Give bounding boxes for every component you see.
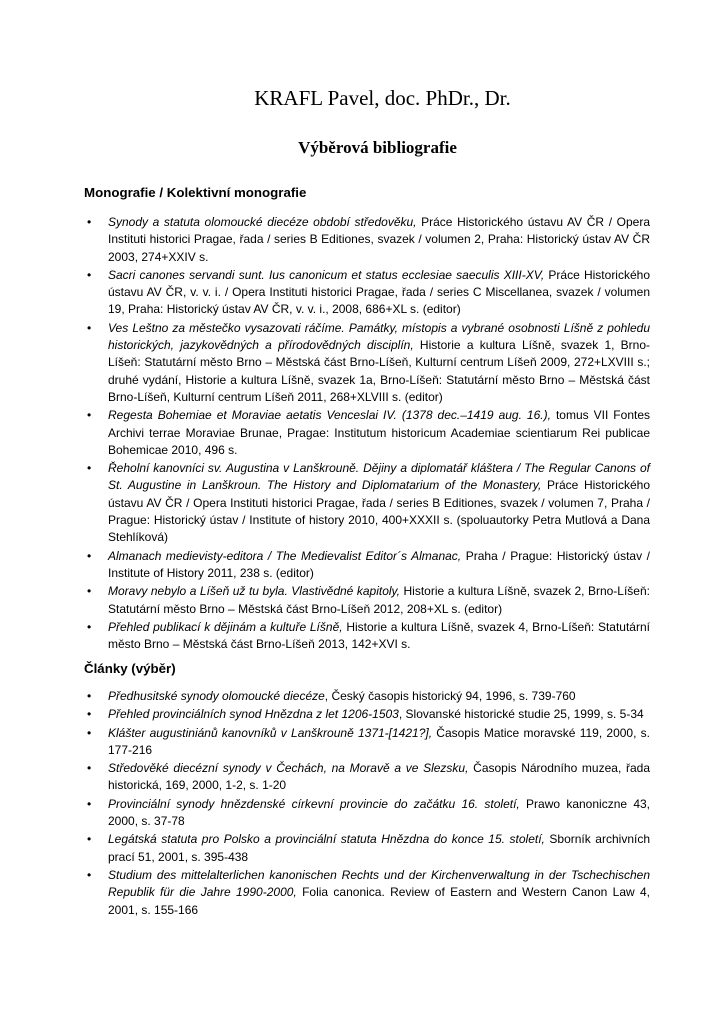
item-details: Práce Historického ústavu AV ČR, v. v. i. / Opera Instituti historici Pragae, řada / series C Miscellanea, svazek / volumen 19, Praha: Historický ústav AV ČR, v. v. i., 2008, 686+XL s. (editor) xyxy=(108,267,650,317)
item-details: Historie a kultura Líšně, svazek 2, Brno-Líšeň: Statutární město Brno – Městská část Brno-Líšeň 2012, 208+XL s. (editor) xyxy=(108,584,650,616)
list-item xyxy=(84,760,650,795)
bullet-icon: • xyxy=(87,707,92,722)
bullet-icon: • xyxy=(87,725,92,740)
section-heading-monographs: Monografie / Kolektivní monografie xyxy=(84,185,307,200)
item-details: tomus VII Fontes Archivi terrae Moraviae Brunae, Pragae: Institutum historicum Academiae scientiarum Rei publicae Bohemicae 2010, 496 s. xyxy=(108,408,650,457)
item-title: Klášter augustiniánů kanovníků v Lanškrouně 1371-[1421?], xyxy=(108,725,433,740)
section-heading-articles: Články (výběr) xyxy=(84,661,176,676)
item-title: Přehled publikací k dějinám a kultuře Líšně, xyxy=(108,619,343,634)
item-title: Ves Leštno za městečko vysazovati ráčíme. Památky, místopis a vybrané osobnosti Líšně z pohledu historických, jazykovědných a přírodovědných disciplín, xyxy=(108,320,650,353)
bullet-icon: • xyxy=(87,320,92,335)
item-title: Synody a statuta olomoucké diecéze období středověku, xyxy=(108,215,417,229)
item-title: Studium des mittelalterlichen kanonischen Rechts und der Kirchenverwaltung in der Tschechischen Republik für die Jahre 1990-2000, xyxy=(108,867,650,900)
bullet-icon: • xyxy=(87,548,92,563)
bullet-icon: • xyxy=(87,619,92,634)
item-details: Prawo kanoniczne 43, 2000, s. 37-78 xyxy=(108,796,651,829)
item-details: , Český časopis historický 94, 1996, s. 739-760 xyxy=(324,689,576,703)
item-title: Sacri canones servandi sunt. Ius canonicum et status ecclesiae saeculis XIII-XV, xyxy=(108,267,545,282)
item-details: Práce Historického ústavu AV ČR / Opera Instituti historici Pragae, řada / series B Editiones, svazek / volumen 2, Praha: Historický ústav AV ČR 2003, 274+XXIV s. xyxy=(108,215,650,264)
list-item xyxy=(84,867,650,919)
list-item xyxy=(84,796,650,831)
item-title: Provinciální synody hnězdenské církevní provincie do začátku 16. století, xyxy=(108,796,520,811)
bullet-icon: • xyxy=(87,867,92,882)
page-subtitle: Výběrová bibliografie xyxy=(298,138,457,157)
item-title: Řeholní kanovníci sv. Augustina v Lanškrouně. Dějiny a diplomatář kláštera / The Regular Canons of St. Augustine in Lanškroun. The History and Diplomatarium of the Monastery, xyxy=(108,461,650,493)
list-item xyxy=(84,214,650,266)
list-item xyxy=(84,548,650,583)
item-title: Moravy nebylo a Líšeň už tu byla. Vlastivědné kapitoly, xyxy=(108,584,400,599)
bullet-icon: • xyxy=(87,461,92,476)
bullet-icon: • xyxy=(87,584,92,599)
item-title: Regesta Bohemiae et Moraviae aetatis Venceslai IV. (1378 dec.–1419 aug. 16.), xyxy=(108,408,551,423)
articles-list xyxy=(84,688,650,920)
bullet-icon: • xyxy=(87,689,92,703)
list-item xyxy=(84,725,650,760)
list-item xyxy=(84,320,650,406)
monographs-list xyxy=(84,214,650,654)
item-title: Předhusitské synody olomoucké diecéze xyxy=(108,689,325,703)
item-title: Středověké diecézní synody v Čechách, na Moravě a ve Slezsku, xyxy=(108,761,469,776)
bullet-icon: • xyxy=(87,832,92,847)
list-item xyxy=(84,619,650,654)
list-item xyxy=(84,688,650,705)
item-details: Historie a kultura Líšně, svazek 1, Brno-Líšeň: Statutární město Brno – Městská část Brno-Líšeň, Kulturní centrum Líšeň 2009, 272+LXVIII s.; druhé vydání, Historie a kultura Líšně, svazek 1a, Brno-Líšeň: Statutární město Brno – Městská část Brno-Líšeň, Kulturní centrum Líšeň 2011, 268+XLVIII s. (editor) xyxy=(108,338,651,404)
list-item xyxy=(84,831,650,866)
item-details: Folia canonica. Review of Eastern and Western Canon Law 4, 2001, s. 155-166 xyxy=(108,885,650,917)
item-details: Časopis Matice moravské 119, 2000, s. 177-216 xyxy=(108,725,651,757)
list-item xyxy=(84,583,650,618)
item-title: Legátská statuta pro Polsko a provinciální statuta Hnězdna do konce 15. století, xyxy=(108,832,545,847)
item-details: , Slovanské historické studie 25, 1999, s. 5-34 xyxy=(398,707,644,722)
bullet-icon: • xyxy=(87,796,92,811)
list-item xyxy=(84,407,650,459)
bullet-icon: • xyxy=(87,267,92,282)
page-title: KRAFL Pavel, doc. PhDr., Dr. xyxy=(254,86,511,110)
list-item xyxy=(84,460,650,546)
item-title: Almanach medievisty-editora / The Medievalist Editor´s Almanac, xyxy=(108,548,462,563)
list-item xyxy=(84,706,650,723)
item-title: Přehled provinciálních synod Hnězdna z let 1206-1503 xyxy=(108,707,399,722)
item-details: Časopis Národního muzea, řada historická, 169, 2000, 1-2, s. 1-20 xyxy=(108,761,650,793)
item-details: Sborník archivních prací 51, 2001, s. 395-438 xyxy=(108,832,651,864)
item-details: Historie a kultura Líšně, svazek 4, Brno-Líšeň: Statutární město Brno – Městská část Brno-Líšeň 2013, 142+XVI s. xyxy=(108,619,650,652)
bullet-icon: • xyxy=(87,761,92,776)
item-details: Praha / Prague: Historický ústav / Institute of History 2011, 238 s. (editor) xyxy=(108,548,650,580)
bullet-icon: • xyxy=(87,408,92,423)
item-details: Práce Historického ústavu AV ČR / Opera Instituti historici Pragae, řada / series B Editiones, svazek / volumen 7, Praha / Prague: Historický ústav / Institute of history 2010, 400+XXXII s. (spoluautorky Petra Mutlová a Dana Stehlíková) xyxy=(108,478,650,545)
bullet-icon: • xyxy=(87,215,92,229)
list-item xyxy=(84,267,650,319)
